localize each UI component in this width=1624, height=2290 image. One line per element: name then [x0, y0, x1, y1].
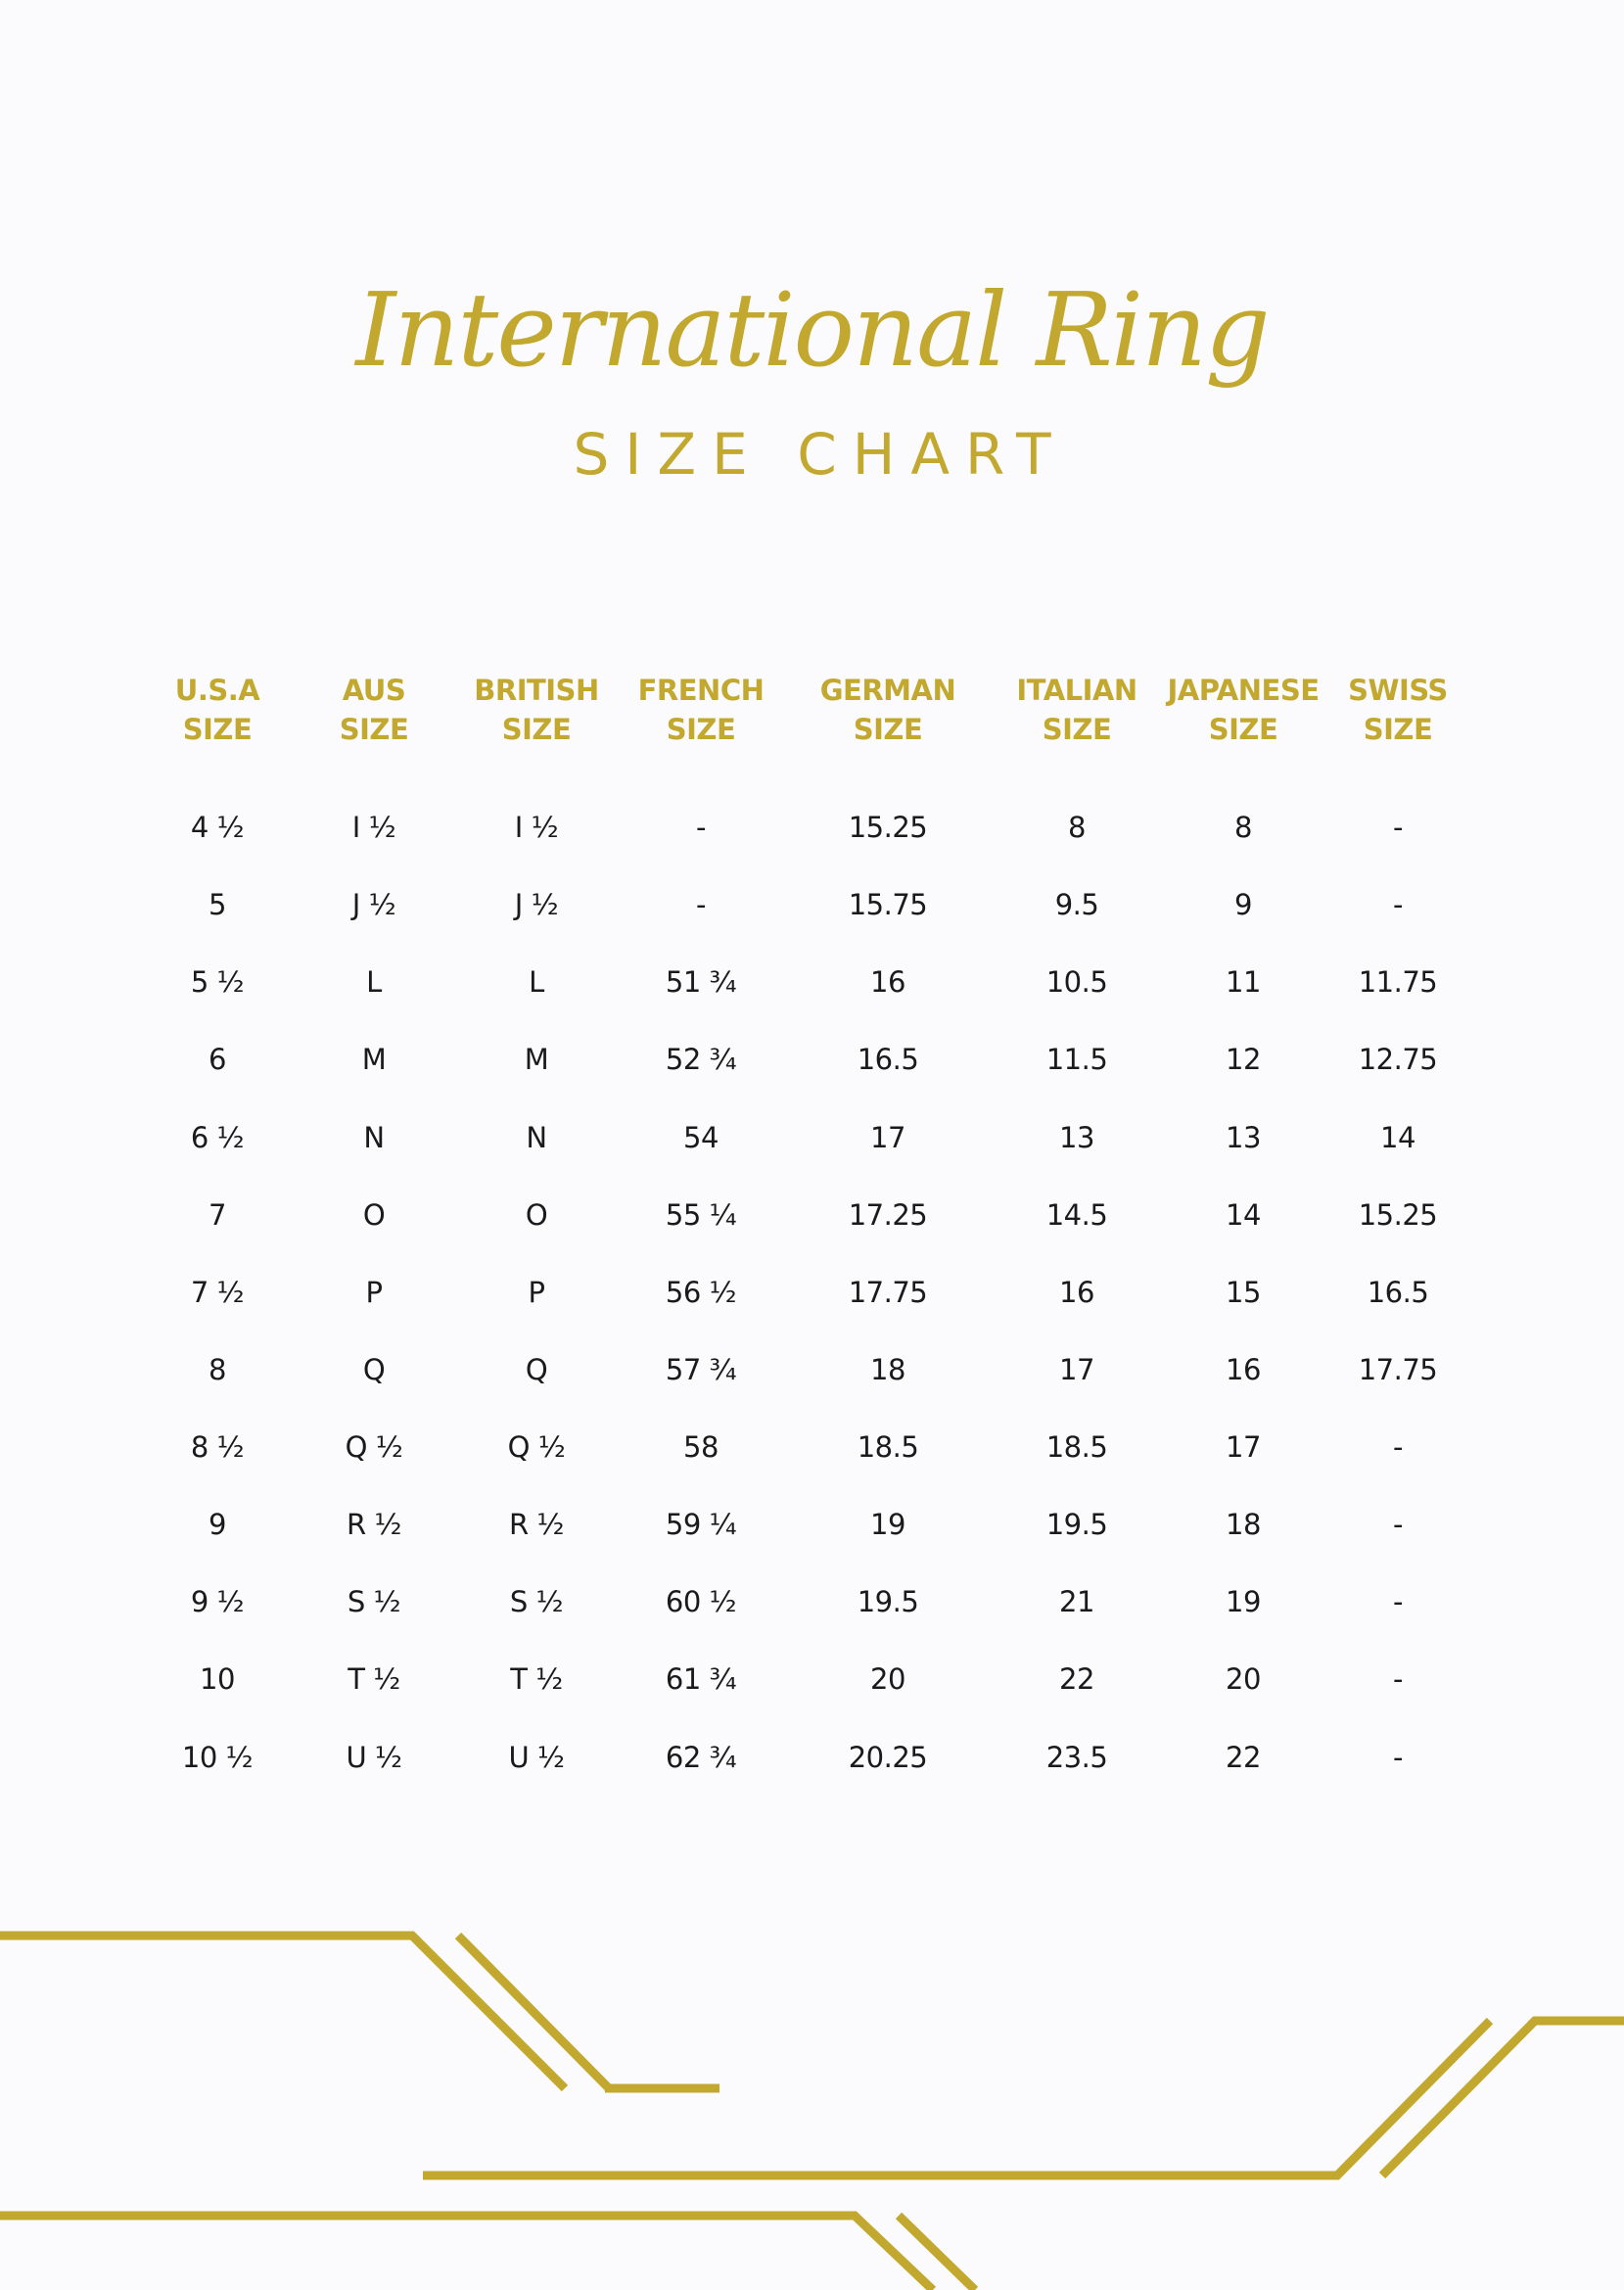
- table-cell-japanese: 8: [1234, 811, 1252, 844]
- table-cell-swiss: 14: [1380, 1121, 1415, 1154]
- column-header-line2: SIZE: [501, 713, 572, 746]
- table-cell-german: 16.5: [857, 1043, 919, 1076]
- table-cell-french: 61 ¾: [665, 1662, 737, 1696]
- table-cell-british: Q: [525, 1353, 548, 1386]
- table-cell-italian: 16: [1059, 1276, 1094, 1309]
- table-cell-german: 17: [870, 1121, 905, 1154]
- table-cell-usa: 8 ½: [190, 1430, 245, 1464]
- table-cell-french: 54: [683, 1121, 719, 1154]
- table-cell-aus: P: [365, 1276, 383, 1309]
- table-cell-swiss: 17.75: [1358, 1353, 1438, 1386]
- table-cell-aus: L: [366, 965, 382, 999]
- column-header-line1: AUS: [342, 674, 406, 707]
- table-cell-french: 59 ¼: [665, 1508, 737, 1541]
- table-cell-japanese: 9: [1234, 888, 1252, 921]
- table-cell-aus: S ½: [347, 1585, 401, 1618]
- table-cell-usa: 4 ½: [190, 811, 245, 844]
- column-header-line1: GERMAN: [819, 674, 956, 707]
- table-cell-italian: 11.5: [1045, 1043, 1108, 1076]
- column-header-line1: BRITISH: [474, 674, 599, 707]
- table-cell-french: 55 ¼: [665, 1198, 737, 1232]
- table-cell-swiss: -: [1393, 1508, 1403, 1541]
- table-cell-italian: 21: [1059, 1585, 1094, 1618]
- table-cell-italian: 9.5: [1054, 888, 1099, 921]
- table-cell-japanese: 17: [1226, 1430, 1261, 1464]
- table-cell-french: 51 ¾: [665, 965, 737, 999]
- table-cell-swiss: -: [1393, 1741, 1403, 1774]
- column-header-line2: SIZE: [1042, 713, 1112, 746]
- table-cell-italian: 10.5: [1045, 965, 1108, 999]
- table-cell-aus: R ½: [347, 1508, 401, 1541]
- column-header-line1: U.S.A: [174, 674, 260, 707]
- table-cell-italian: 17: [1059, 1353, 1094, 1386]
- table-cell-japanese: 19: [1226, 1585, 1261, 1618]
- table-cell-japanese: 12: [1226, 1043, 1261, 1076]
- table-cell-japanese: 13: [1226, 1121, 1261, 1154]
- table-cell-italian: 14.5: [1045, 1198, 1108, 1232]
- table-cell-japanese: 16: [1226, 1353, 1261, 1386]
- table-cell-swiss: -: [1393, 888, 1403, 921]
- table-cell-aus: U ½: [346, 1741, 402, 1774]
- table-cell-japanese: 22: [1226, 1741, 1261, 1774]
- table-cell-usa: 7: [209, 1198, 226, 1232]
- table-cell-swiss: -: [1393, 1662, 1403, 1696]
- table-cell-french: 56 ½: [665, 1276, 737, 1309]
- table-cell-british: M: [524, 1043, 549, 1076]
- table-cell-german: 17.25: [848, 1198, 928, 1232]
- table-cell-aus: T ½: [348, 1662, 400, 1696]
- table-cell-swiss: -: [1393, 1430, 1403, 1464]
- table-cell-usa: 5: [209, 888, 226, 921]
- deco-line-lower-parallel: [899, 2216, 975, 2290]
- table-cell-usa: 6: [209, 1043, 226, 1076]
- table-cell-japanese: 11: [1226, 965, 1261, 999]
- table-cell-french: -: [696, 888, 706, 921]
- column-header-line1: JAPANESE: [1167, 674, 1320, 707]
- table-cell-japanese: 14: [1226, 1198, 1261, 1232]
- table-cell-japanese: 15: [1226, 1276, 1261, 1309]
- table-cell-german: 18: [870, 1353, 905, 1386]
- column-header-line1: FRENCH: [637, 674, 765, 707]
- table-cell-french: 57 ¾: [665, 1353, 737, 1386]
- table-cell-usa: 10 ½: [181, 1741, 254, 1774]
- table-cell-usa: 9 ½: [190, 1585, 245, 1618]
- deco-line-middle: [423, 2021, 1490, 2175]
- column-header-line2: SIZE: [339, 713, 409, 746]
- table-cell-german: 19.5: [857, 1585, 919, 1618]
- column-header-line2: SIZE: [666, 713, 736, 746]
- table-cell-british: T ½: [510, 1662, 563, 1696]
- table-cell-aus: M: [361, 1043, 387, 1076]
- table-cell-usa: 6 ½: [190, 1121, 245, 1154]
- table-cell-german: 15.75: [848, 888, 928, 921]
- table-cell-italian: 13: [1059, 1121, 1094, 1154]
- deco-line-lower: [0, 2216, 933, 2290]
- column-header-line2: SIZE: [1208, 713, 1278, 746]
- column-header-line2: SIZE: [1363, 713, 1433, 746]
- table-cell-aus: I ½: [351, 811, 396, 844]
- table-cell-british: N: [526, 1121, 547, 1154]
- column-header-line2: SIZE: [182, 713, 253, 746]
- table-cell-italian: 8: [1068, 811, 1086, 844]
- table-cell-german: 20: [870, 1662, 905, 1696]
- table-cell-british: J ½: [514, 888, 559, 921]
- table-cell-aus: Q ½: [345, 1430, 403, 1464]
- table-cell-british: S ½: [509, 1585, 564, 1618]
- table-cell-german: 19: [870, 1508, 905, 1541]
- table-cell-british: Q ½: [507, 1430, 566, 1464]
- table-cell-german: 18.5: [857, 1430, 919, 1464]
- table-cell-british: I ½: [514, 811, 559, 844]
- deco-line-upper-left-parallel: [458, 1936, 609, 2088]
- table-cell-french: 62 ¾: [665, 1741, 737, 1774]
- table-cell-swiss: 12.75: [1358, 1043, 1438, 1076]
- table-cell-japanese: 18: [1226, 1508, 1261, 1541]
- table-cell-italian: 19.5: [1045, 1508, 1108, 1541]
- table-cell-aus: J ½: [351, 888, 396, 921]
- table-cell-french: -: [696, 811, 706, 844]
- table-cell-german: 17.75: [848, 1276, 928, 1309]
- page-subtitle: SIZE CHART: [573, 421, 1067, 488]
- table-cell-swiss: -: [1393, 811, 1403, 844]
- table-cell-usa: 8: [209, 1353, 226, 1386]
- table-cell-french: 58: [683, 1430, 719, 1464]
- table-cell-british: R ½: [509, 1508, 564, 1541]
- table-cell-british: P: [528, 1276, 545, 1309]
- table-cell-british: U ½: [508, 1741, 565, 1774]
- table-cell-german: 16: [870, 965, 905, 999]
- table-cell-british: L: [529, 965, 544, 999]
- table-cell-usa: 7 ½: [190, 1276, 245, 1309]
- table-cell-italian: 23.5: [1045, 1741, 1108, 1774]
- table-cell-swiss: 16.5: [1367, 1276, 1429, 1309]
- table-cell-german: 20.25: [848, 1741, 928, 1774]
- column-header-line1: ITALIAN: [1016, 674, 1137, 707]
- column-header-line1: SWISS: [1348, 674, 1448, 707]
- table-cell-usa: 9: [209, 1508, 226, 1541]
- table-cell-swiss: 11.75: [1358, 965, 1438, 999]
- table-cell-french: 60 ½: [665, 1585, 737, 1618]
- table-cell-japanese: 20: [1226, 1662, 1261, 1696]
- column-header-line2: SIZE: [853, 713, 923, 746]
- table-cell-italian: 22: [1059, 1662, 1094, 1696]
- table-cell-usa: 5 ½: [190, 965, 245, 999]
- table-cell-aus: Q: [362, 1353, 386, 1386]
- table-cell-italian: 18.5: [1045, 1430, 1108, 1464]
- table-cell-german: 15.25: [848, 811, 928, 844]
- table-cell-british: O: [525, 1198, 548, 1232]
- table-cell-swiss: 15.25: [1358, 1198, 1438, 1232]
- table-cell-french: 52 ¾: [665, 1043, 737, 1076]
- table-cell-usa: 10: [200, 1662, 235, 1696]
- page-title-script: International Ring: [355, 270, 1269, 390]
- table-cell-aus: N: [363, 1121, 385, 1154]
- table-cell-swiss: -: [1393, 1585, 1403, 1618]
- table-cell-aus: O: [362, 1198, 386, 1232]
